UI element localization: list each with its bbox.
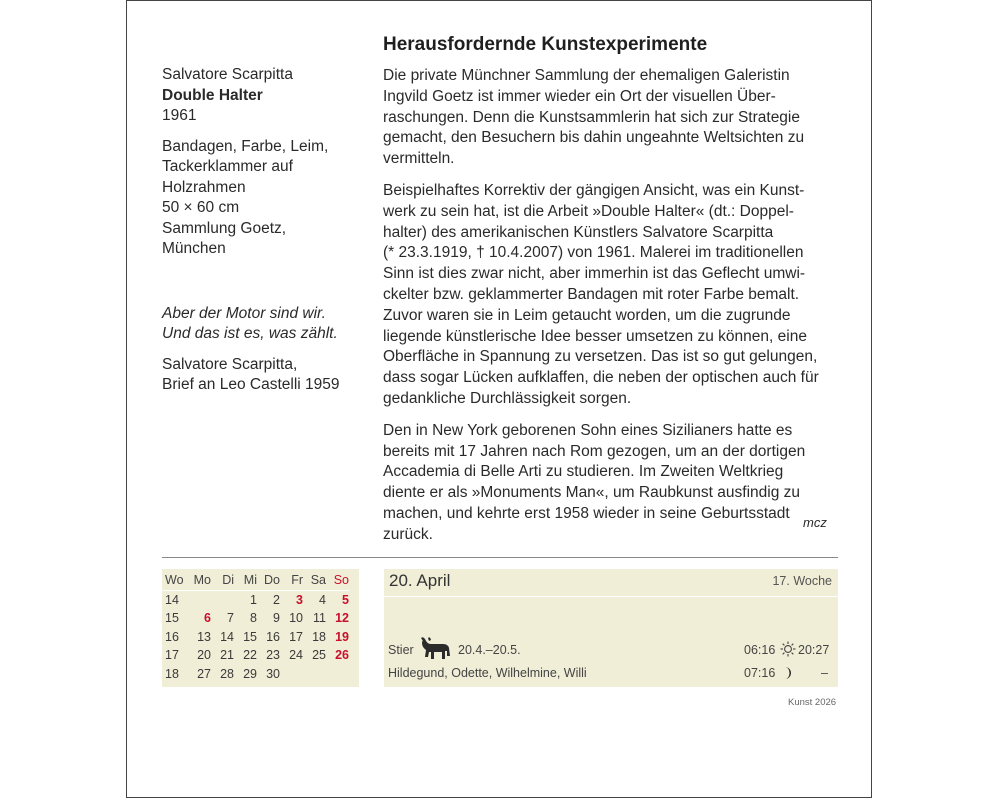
- weekday-header: Do: [257, 571, 280, 590]
- article-line: ckelter bzw. geklammerter Bandagen mit roter Farbe bemalt.: [383, 285, 800, 303]
- day-cell: 27: [197, 666, 211, 681]
- day-date: 20. April: [389, 571, 451, 590]
- day-cell: 10: [289, 611, 303, 626]
- article-line: raschungen. Denn die Kunstsammlerin hat sich zur Strategie: [383, 108, 800, 126]
- article-line: vermitteln.: [383, 150, 455, 168]
- article-heading: Herausfordernde Kunstexperimente: [383, 34, 708, 55]
- article-line: diente er als »Monuments Man«, um Raubkunst ausfindig zu: [383, 484, 801, 502]
- day-cell: 11: [313, 611, 326, 626]
- week-number-cell: 14: [165, 592, 179, 607]
- article-line: Den in New York geborenen Sohn eines Sizilianers hatte es: [383, 421, 793, 439]
- quote-source: Salvatore Scarpitta,: [162, 355, 298, 373]
- day-cell: 13: [197, 629, 211, 644]
- day-cell: 1: [250, 592, 257, 607]
- zodiac-range: 20.4.–20.5.: [458, 643, 521, 657]
- article-line: zurück.: [383, 525, 433, 543]
- article: [383, 33, 843, 557]
- article-line: halter) des amerikanischen Künstlers Salvatore Scarpitta: [383, 223, 774, 241]
- quote-line: Und das ist es, was zählt.: [162, 325, 338, 342]
- week-number-cell: 17: [165, 648, 179, 663]
- sunrise-time: 06:16: [744, 643, 776, 657]
- collection-line: Sammlung Goetz,: [162, 219, 287, 237]
- quote-line: Aber der Motor sind wir.: [162, 304, 326, 322]
- day-cell: 17: [289, 629, 303, 644]
- day-cell: 24: [289, 648, 303, 663]
- article-line: Ingvild Goetz ist immer wieder ein Ort der visuellen Über-: [383, 87, 776, 105]
- article-line: machen, und kehrte erst 1958 wieder in seine Geburtsstadt: [383, 504, 790, 522]
- weekday-header: So: [326, 571, 349, 590]
- moonset-time: –: [821, 666, 828, 680]
- day-cell: 12: [335, 611, 349, 626]
- day-cell: 23: [266, 648, 280, 663]
- weekday-header: Mi: [234, 571, 257, 590]
- author-initials: mcz: [803, 515, 827, 530]
- artwork-info: [162, 65, 362, 396]
- day-cell: 19: [335, 629, 349, 644]
- day-cell: 21: [220, 648, 234, 663]
- name-days: Hildegund, Odette, Wilhelmine, Willi: [388, 666, 587, 680]
- article-line: bereits mit 17 Jahren nach Rom gezogen, um an der dortigen: [383, 442, 806, 460]
- footer-label: Kunst 2026: [788, 697, 837, 708]
- artwork-year: 1961: [162, 107, 197, 124]
- article-line: Accademia di Belle Arti zu studieren. Im Zweiten Weltkrieg: [383, 463, 784, 481]
- dimensions: 50 × 60 cm: [162, 199, 240, 216]
- bull-icon: [419, 635, 453, 666]
- day-cell: 22: [243, 648, 257, 663]
- sun-icon: [780, 641, 796, 662]
- week-number-cell: 18: [165, 666, 179, 681]
- day-cell: 4: [319, 592, 326, 607]
- week-number: 17. Woche: [772, 574, 832, 588]
- sunset-time: 20:27: [798, 643, 830, 657]
- day-cell: 6: [204, 611, 211, 626]
- weekday-header: Fr: [280, 571, 303, 590]
- day-cell: 9: [273, 611, 280, 626]
- weekday-header: Mo: [189, 571, 211, 590]
- article-line: gemacht, den Besuchern bis dahin ungeahnte Weltsichten zu: [383, 129, 805, 147]
- day-cell: 18: [312, 629, 326, 644]
- day-cell: [303, 665, 326, 684]
- collection-line: München: [162, 240, 226, 257]
- day-cell: [280, 665, 303, 684]
- article-line: gedankliche Durchlässigkeit sorgen.: [383, 389, 632, 407]
- article-line: Zuvor waren sie in Leim getaucht worden, um die zugrunde: [383, 306, 791, 324]
- weekday-header: Di: [211, 571, 234, 590]
- artwork-title: Double Halter: [162, 86, 263, 104]
- article-line: Beispielhaftes Korrektiv der gängigen Ansicht, was ein Kunst-: [383, 181, 805, 199]
- article-paragraph: [383, 66, 843, 170]
- week-number-cell: 16: [165, 629, 179, 644]
- day-cell: 16: [266, 629, 280, 644]
- day-cell: 29: [243, 666, 257, 681]
- moonrise-time: 07:16: [744, 666, 776, 680]
- medium-line: Tackerklammer auf: [162, 158, 293, 175]
- article-line: liegende künstlerische Idee besser umsetzen zu können, eine: [383, 327, 807, 345]
- article-line: dass sogar Lücken aufklaffen, die neben der optischen auch für: [383, 369, 819, 387]
- crescent-moon-icon: [782, 666, 794, 685]
- medium-line: Bandagen, Farbe, Leim,: [162, 137, 329, 155]
- day-cell: 14: [220, 629, 234, 644]
- divider: [162, 557, 838, 558]
- day-cell: 7: [227, 611, 234, 626]
- article-line: werk zu sein hat, ist die Arbeit »Double Halter« (dt.: Doppel-: [383, 202, 794, 220]
- medium-line: Holzrahmen: [162, 178, 246, 196]
- day-cell: 15: [243, 629, 257, 644]
- article-line: Sinn ist dies zwar nicht, aber immerhin ist das Geflecht umwi-: [383, 265, 806, 283]
- zodiac-sign: Stier: [388, 643, 414, 657]
- day-cell: 2: [273, 592, 280, 607]
- article-line: Oberfläche in Spannung zu versetzen. Das ist so gut gelungen,: [383, 348, 818, 366]
- day-cell: [189, 590, 211, 609]
- day-cell: 8: [250, 611, 257, 626]
- month-mini-calendar: [162, 569, 359, 687]
- article-line: Die private Münchner Sammlung der ehemaligen Galeristin: [383, 67, 790, 84]
- day-cell: [211, 590, 234, 609]
- day-cell: 30: [266, 666, 280, 681]
- day-cell: 26: [335, 648, 349, 663]
- article-paragraph: [383, 421, 843, 546]
- calendar-page: [126, 0, 872, 798]
- day-cell: 20: [197, 648, 211, 663]
- artist-name: Salvatore Scarpitta: [162, 66, 293, 83]
- article-line: (* 23.3.1919, † 10.4.2007) von 1961. Malerei im traditionellen: [383, 244, 804, 262]
- weekday-header: Sa: [303, 571, 326, 590]
- week-number-cell: 15: [165, 611, 179, 626]
- day-cell: [326, 665, 349, 684]
- weekday-header: Wo: [162, 571, 189, 590]
- article-paragraph: [383, 181, 843, 410]
- day-cell: 3: [296, 592, 303, 607]
- day-cell: 5: [342, 592, 349, 607]
- quote-source: Brief an Leo Castelli 1959: [162, 376, 340, 393]
- day-cell: 28: [220, 666, 234, 681]
- day-info-box: [384, 569, 838, 687]
- day-cell: 25: [312, 648, 326, 663]
